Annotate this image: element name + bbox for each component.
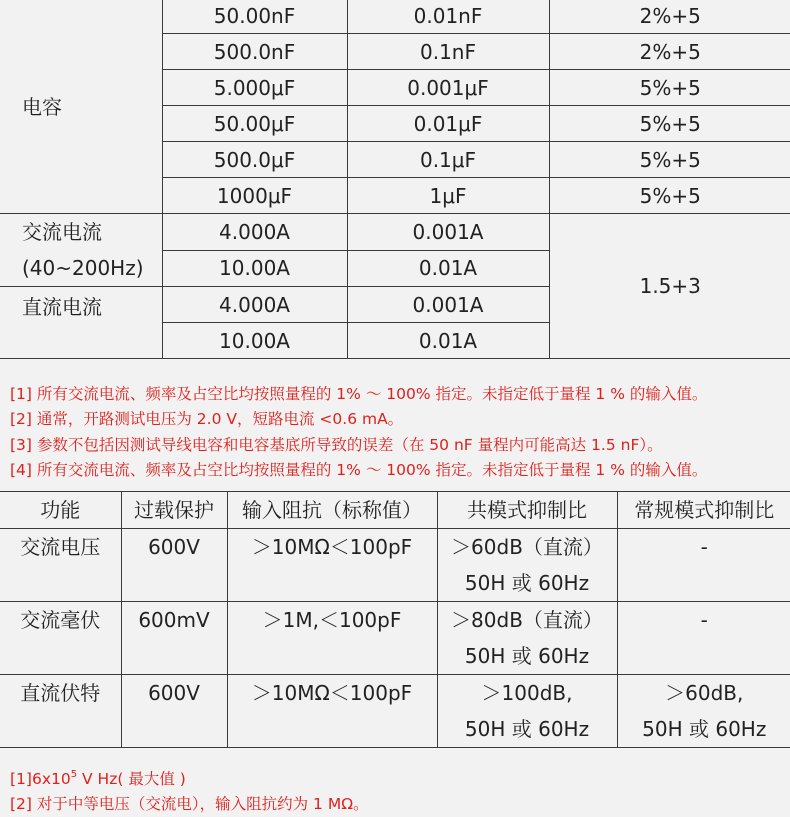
range-cell: 50.00nF bbox=[162, 0, 347, 34]
table-row bbox=[0, 214, 790, 251]
range-cell: 5.000μF bbox=[162, 70, 347, 106]
cmrr-cell bbox=[437, 602, 617, 675]
impedance-cell: ＞10MΩ＜100pF bbox=[227, 529, 437, 602]
header-impedance: 输入阻抗（标称值） bbox=[227, 492, 437, 529]
nmrr-cell bbox=[617, 602, 790, 675]
nmrr-line: - bbox=[700, 535, 708, 559]
resolution-cell: 0.001A bbox=[347, 214, 549, 251]
resolution-cell: 0.1nF bbox=[347, 34, 549, 70]
footnotes-1 bbox=[10, 382, 707, 483]
table-row bbox=[0, 602, 790, 675]
footnote: [2] 通常，开路测试电压为 2.0 V，短路电流 <0.6 mA。 bbox=[10, 410, 404, 429]
resolution-cell: 0.001μF bbox=[347, 70, 549, 106]
footnote: [3] 参数不包括因测试导线电容和电容基底所导致的误差（在 50 nF 量程内可能高达 1.5 nF）。 bbox=[10, 435, 663, 454]
cmrr-cell bbox=[437, 529, 617, 602]
footnote bbox=[10, 762, 369, 792]
current-accuracy-cell: 1.5+3 bbox=[549, 214, 790, 359]
header-overload: 过载保护 bbox=[121, 492, 227, 529]
accuracy-cell: 2%+5 bbox=[549, 0, 790, 34]
range-cell: 10.00A bbox=[162, 250, 347, 287]
function-label-dc-current: 直流电流 bbox=[0, 287, 162, 359]
impedance-cell: ＞10MΩ＜100pF bbox=[227, 675, 437, 748]
ac-current-frequency: (40~200Hz) bbox=[22, 256, 144, 280]
resolution-cell: 0.01μF bbox=[347, 106, 549, 142]
footnote-text: V Hz( 最大值 ) bbox=[77, 770, 186, 788]
resolution-cell: 0.01A bbox=[347, 250, 549, 287]
footnote: [2] 对于中等电压（交流电），输入阻抗约为 1 MΩ。 bbox=[10, 795, 369, 813]
header-function: 功能 bbox=[0, 492, 121, 529]
accuracy-cell: 2%+5 bbox=[549, 34, 790, 70]
header-cmrr: 共模式抑制比 bbox=[437, 492, 617, 529]
voltage-rejection-spec-table bbox=[0, 491, 790, 748]
resolution-cell: 0.01nF bbox=[347, 0, 549, 34]
accuracy-cell: 5%+5 bbox=[549, 142, 790, 178]
overload-cell: 600V bbox=[121, 675, 227, 748]
function-cell: 直流伏特 bbox=[0, 675, 121, 748]
accuracy-cell: 5%+5 bbox=[549, 106, 790, 142]
function-cell: 交流毫伏 bbox=[0, 602, 121, 675]
table-header-row bbox=[0, 492, 790, 529]
function-label-capacitance: 电容 bbox=[0, 0, 162, 214]
table-row bbox=[0, 0, 790, 34]
cmrr-cell bbox=[437, 675, 617, 748]
cmrr-line: ＞100dB, bbox=[481, 681, 573, 705]
range-cell: 500.0nF bbox=[162, 34, 347, 70]
range-cell: 4.000A bbox=[162, 214, 347, 251]
resolution-cell: 0.1μF bbox=[347, 142, 549, 178]
range-cell: 500.0μF bbox=[162, 142, 347, 178]
range-cell: 50.00μF bbox=[162, 106, 347, 142]
resolution-cell: 0.01A bbox=[347, 323, 549, 359]
capacitance-current-spec-table bbox=[0, 0, 790, 359]
cmrr-line: 50H 或 60Hz bbox=[464, 717, 590, 741]
ac-current-label: 交流电流 bbox=[22, 220, 102, 244]
nmrr-line: ＞60dB, bbox=[665, 681, 744, 705]
overload-cell: 600mV bbox=[121, 602, 227, 675]
function-label-ac-current bbox=[0, 214, 162, 287]
footnote-text: [1]6x10 bbox=[10, 770, 71, 788]
function-cell: 交流电压 bbox=[0, 529, 121, 602]
accuracy-cell: 5%+5 bbox=[549, 70, 790, 106]
range-cell: 1000μF bbox=[162, 178, 347, 214]
footnote: [1] 所有交流电流、频率及占空比均按照量程的 1% ～ 100% 指定。未指定低于量程 1 % 的输入值。 bbox=[10, 385, 708, 403]
table-row bbox=[0, 675, 790, 748]
table-row bbox=[0, 529, 790, 602]
footnote: [4] 所有交流电流、频率及占空比均按照量程的 1% ～ 100% 指定。未指定低于量程 1 % 的输入值。 bbox=[10, 460, 708, 479]
nmrr-line: - bbox=[700, 608, 708, 632]
resolution-cell: 0.001A bbox=[347, 287, 549, 323]
overload-cell: 600V bbox=[121, 529, 227, 602]
cmrr-line: ＞60dB（直流） bbox=[451, 535, 603, 559]
cmrr-line: ＞80dB（直流） bbox=[451, 608, 603, 632]
header-nmrr: 常规模式抑制比 bbox=[617, 492, 790, 529]
nmrr-line: 50H 或 60Hz bbox=[642, 717, 767, 741]
accuracy-cell: 5%+5 bbox=[549, 178, 790, 214]
range-cell: 10.00A bbox=[162, 323, 347, 359]
resolution-cell: 1μF bbox=[347, 178, 549, 214]
nmrr-cell bbox=[617, 529, 790, 602]
exponent: 5 bbox=[70, 769, 78, 780]
impedance-cell: ＞1M,＜100pF bbox=[227, 602, 437, 675]
nmrr-cell bbox=[617, 675, 790, 748]
cmrr-line: 50H 或 60Hz bbox=[464, 644, 590, 668]
range-cell: 4.000A bbox=[162, 287, 347, 323]
cmrr-line: 50H 或 60Hz bbox=[464, 571, 590, 595]
footnotes-2 bbox=[10, 762, 369, 817]
